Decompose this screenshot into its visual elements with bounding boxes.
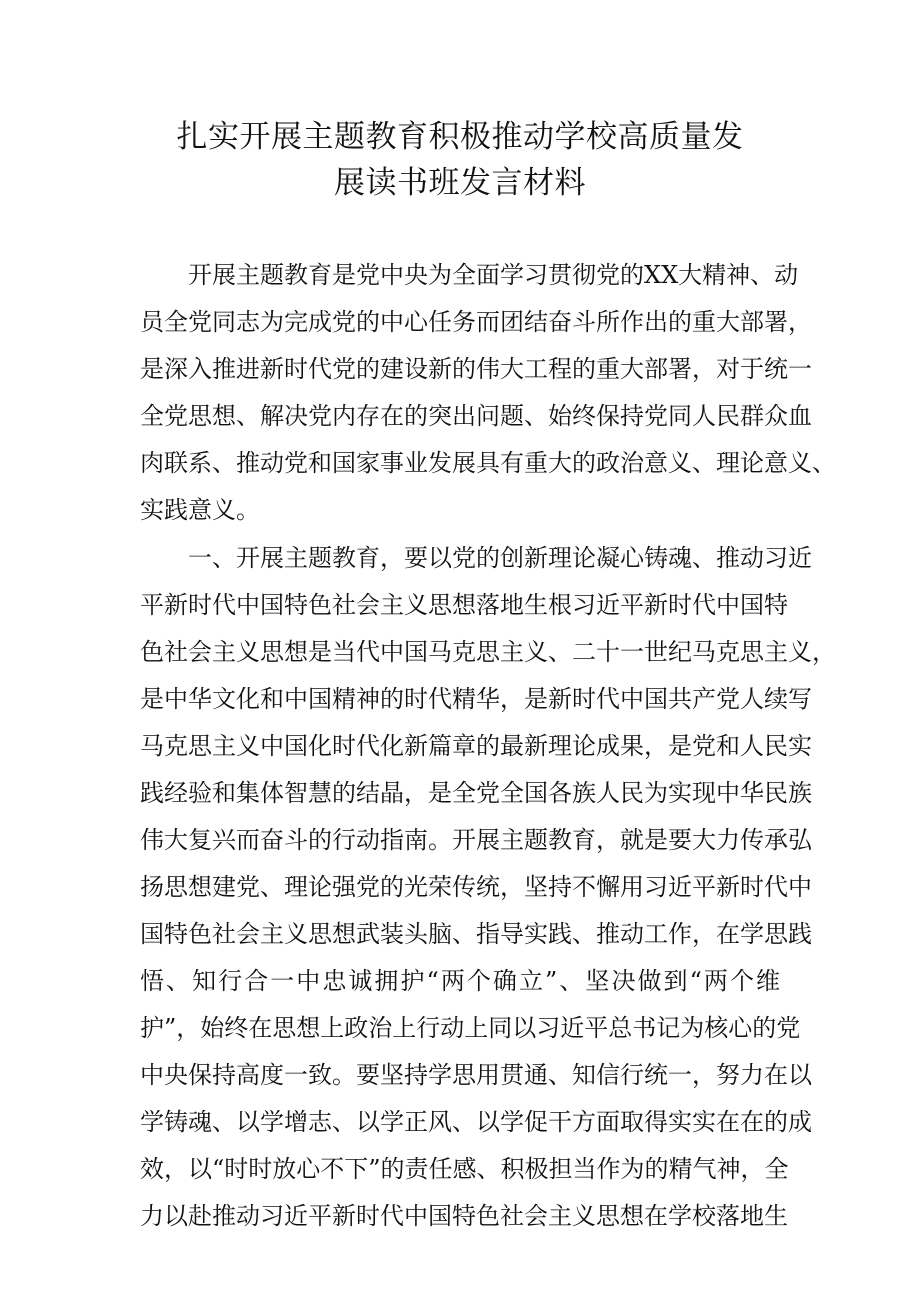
paragraph-line: 力以赴推动习近平新时代中国特色社会主义思想在学校落地生 bbox=[140, 1202, 788, 1230]
document-title-line-1: 扎实开展主题教育积极推动学校高质量发 bbox=[176, 119, 744, 155]
paragraph-line: 是深入推进新时代党的建设新的伟大工程的重大部署，对于统一 bbox=[140, 355, 812, 383]
paragraph-line: 是中华文化和中国精神的时代精华，是新时代中国共产党人续写 bbox=[140, 685, 812, 713]
document-title-line-2: 展读书班发言材料 bbox=[334, 165, 586, 201]
paragraph-line: 扬思想建党、理论强党的光荣传统，坚持不懈用习近平新时代中 bbox=[140, 873, 812, 901]
paragraph-line: 色社会主义思想是当代中国马克思主义、二十一世纪马克思主义， bbox=[140, 638, 836, 666]
paragraph-line: 践经验和集体智慧的结晶，是全党全国各族人民为实现中华民族 bbox=[140, 779, 812, 807]
paragraph-line: 效，以“时时放心不下”的责任感、积极担当作为的精气神，全 bbox=[140, 1155, 789, 1183]
paragraph-line: 学铸魂、以学增志、以学正风、以学促干方面取得实实在在的成 bbox=[140, 1108, 812, 1136]
paragraph-line: 员全党同志为完成党的中心任务而团结奋斗所作出的重大部署， bbox=[140, 308, 812, 336]
paragraph-line: 一、开展主题教育，要以党的创新理论凝心铸魂、推动习近 bbox=[188, 544, 812, 572]
paragraph-line: 马克思主义中国化时代化新篇章的最新理论成果，是党和人民实 bbox=[140, 732, 812, 760]
paragraph-line: 实践意义。 bbox=[140, 496, 260, 524]
paragraph-line: 肉联系、推动党和国家事业发展具有重大的政治意义、理论意义、 bbox=[140, 449, 836, 477]
paragraph-line: 平新时代中国特色社会主义思想落地生根习近平新时代中国特 bbox=[140, 591, 788, 619]
paragraph-line: 中央保持高度一致。要坚持学思用贯通、知信行统一，努力在以 bbox=[140, 1061, 812, 1089]
paragraph-line: 伟大复兴而奋斗的行动指南。开展主题教育，就是要大力传承弘 bbox=[140, 826, 812, 854]
paragraph-line: 护”，始终在思想上政治上行动上同以习近平总书记为核心的党 bbox=[140, 1014, 801, 1042]
paragraph-line: 悟、知行合一中忠诚拥护“两个确立”、坚决做到“两个维 bbox=[140, 967, 780, 995]
paragraph-line: 开展主题教育是党中央为全面学习贯彻党的XX大精神、动 bbox=[188, 261, 799, 289]
paragraph-line: 全党思想、解决党内存在的突出问题、始终保持党同人民群众血 bbox=[140, 402, 812, 430]
paragraph-line: 国特色社会主义思想武装头脑、指导实践、推动工作，在学思践 bbox=[140, 920, 812, 948]
